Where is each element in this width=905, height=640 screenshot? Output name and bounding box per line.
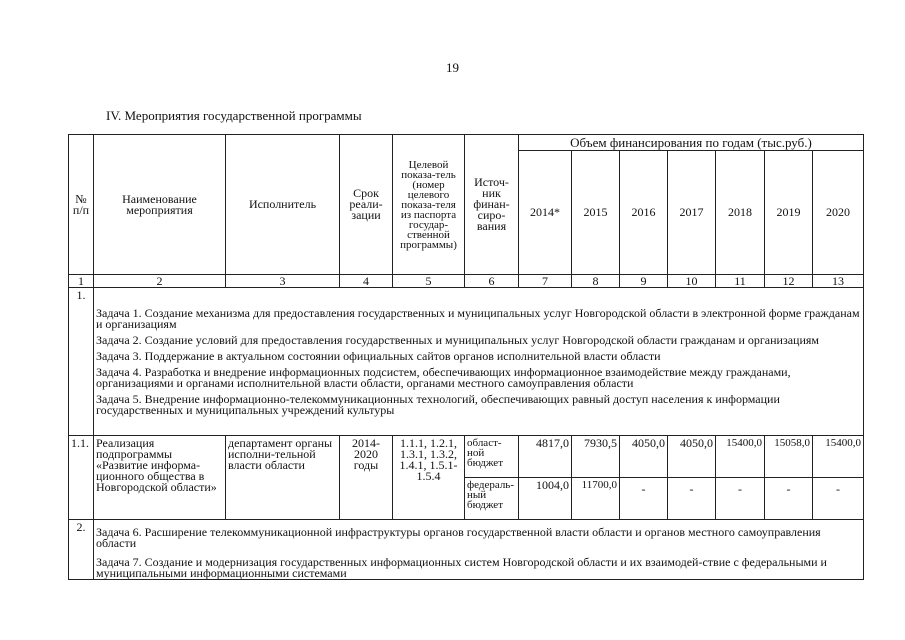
column-number-row [69,275,864,288]
column-number: 1 [69,275,94,288]
value-cell: - [620,478,668,520]
column-number: 9 [620,275,668,288]
column-number: 2 [94,275,226,288]
page-number: 19 [446,60,459,75]
column-number: 3 [226,275,340,288]
source-federal: федераль-ный бюджет [465,478,519,520]
year-cell: 2016 [620,151,668,275]
column-number: 5 [393,275,465,288]
section-2-row [69,520,864,580]
value-cell: 7930,5 [572,436,620,478]
program-activities-table [68,134,864,580]
column-number: 10 [668,275,716,288]
column-number: 6 [465,275,519,288]
source-regional: област-ной бюджет [465,436,519,478]
header-term: Срок реали-зации [340,135,393,275]
value-cell: 15400,0 [813,436,864,478]
task-2: Задача 2. Создание условий для предоставления государственных и муниципальных услуг Новгородской области гражданам и организациям [96,332,819,347]
value-cell: - [716,478,765,520]
column-number: 8 [572,275,620,288]
year-cell: 2014* [519,151,572,275]
row-1-1-executor: департамент органы исполни-тельной власти области [226,436,340,520]
task-6: Задача 6. Расширение телекоммуникационной инфраструктуры органов государственной власти области и органов местного самоуправления области [96,524,821,550]
section-1-num: 1. [69,288,94,436]
header-source: Источ-ник финан-сиро-вания [465,135,519,275]
year-cell: 2020 [813,151,864,275]
section-2-tasks [94,520,864,580]
task-5: Задача 5. Внедрение информационно-телекоммуникационных технологий, обеспечивающих равный доступ населения к информации государственных и муниципальных учреждений культуры [96,391,780,417]
row-1-1-term: 2014-2020 годы [340,436,393,520]
column-number: 13 [813,275,864,288]
column-number: 7 [519,275,572,288]
header-num: № п/п [69,135,94,275]
header-target: Целевой показа-тель (номер целевого показа-теля из паспорта государ-ственной программы) [393,135,465,275]
header-volume: Объем финансирования по годам (тыс.руб.) [519,135,864,151]
column-number: 11 [716,275,765,288]
year-cell: 2015 [572,151,620,275]
task-7: Задача 7. Создание и модернизация государственных информационных систем Новгородской области и их взаимодей-ствие с федеральными и муниципальными информационными системами [96,554,827,580]
row-1-1-regional [69,436,864,478]
row-1-1-target: 1.1.1, 1.2.1, 1.3.1, 1.3.2, 1.4.1, 1.5.1-1.5.4 [393,436,465,520]
section-1-tasks [94,288,864,436]
value-cell: - [765,478,813,520]
row-1-1-num: 1.1. [69,436,94,520]
value-cell: 4050,0 [620,436,668,478]
task-1: Задача 1. Создание механизма для предоставления государственных и муниципальных услуг Новгородской области в электронной форме гражданам и организациям [96,305,860,331]
column-number: 4 [340,275,393,288]
value-cell: 1004,0 [519,478,572,520]
row-1-1-name: Реализация подпрограммы «Развитие информа-ционного общества в Новгородской области» [94,436,226,520]
task-3: Задача 3. Поддержание в актуальном состоянии официальных сайтов органов исполнительной власти области [96,348,661,363]
year-cell: 2017 [668,151,716,275]
year-cell: 2018 [716,151,765,275]
value-cell: 15400,0 [716,436,765,478]
value-cell: - [813,478,864,520]
header-name: Наименование мероприятия [94,135,226,275]
value-cell: 4817,0 [519,436,572,478]
section-title: IV. Мероприятия государственной программы [106,108,362,123]
header-executor: Исполнитель [226,135,340,275]
section-1-row [69,288,864,436]
task-4: Задача 4. Разработка и внедрение информационных подсистем, обеспечивающих информационное взаимодействие между гражданами, организациями и органами исполнительной власти области, органами местного самоуправления области [96,364,791,390]
value-cell: 15058,0 [765,436,813,478]
section-2-num: 2. [69,520,94,580]
value-cell: - [668,478,716,520]
value-cell: 11700,0 [572,478,620,520]
year-cell: 2019 [765,151,813,275]
value-cell: 4050,0 [668,436,716,478]
column-number: 12 [765,275,813,288]
